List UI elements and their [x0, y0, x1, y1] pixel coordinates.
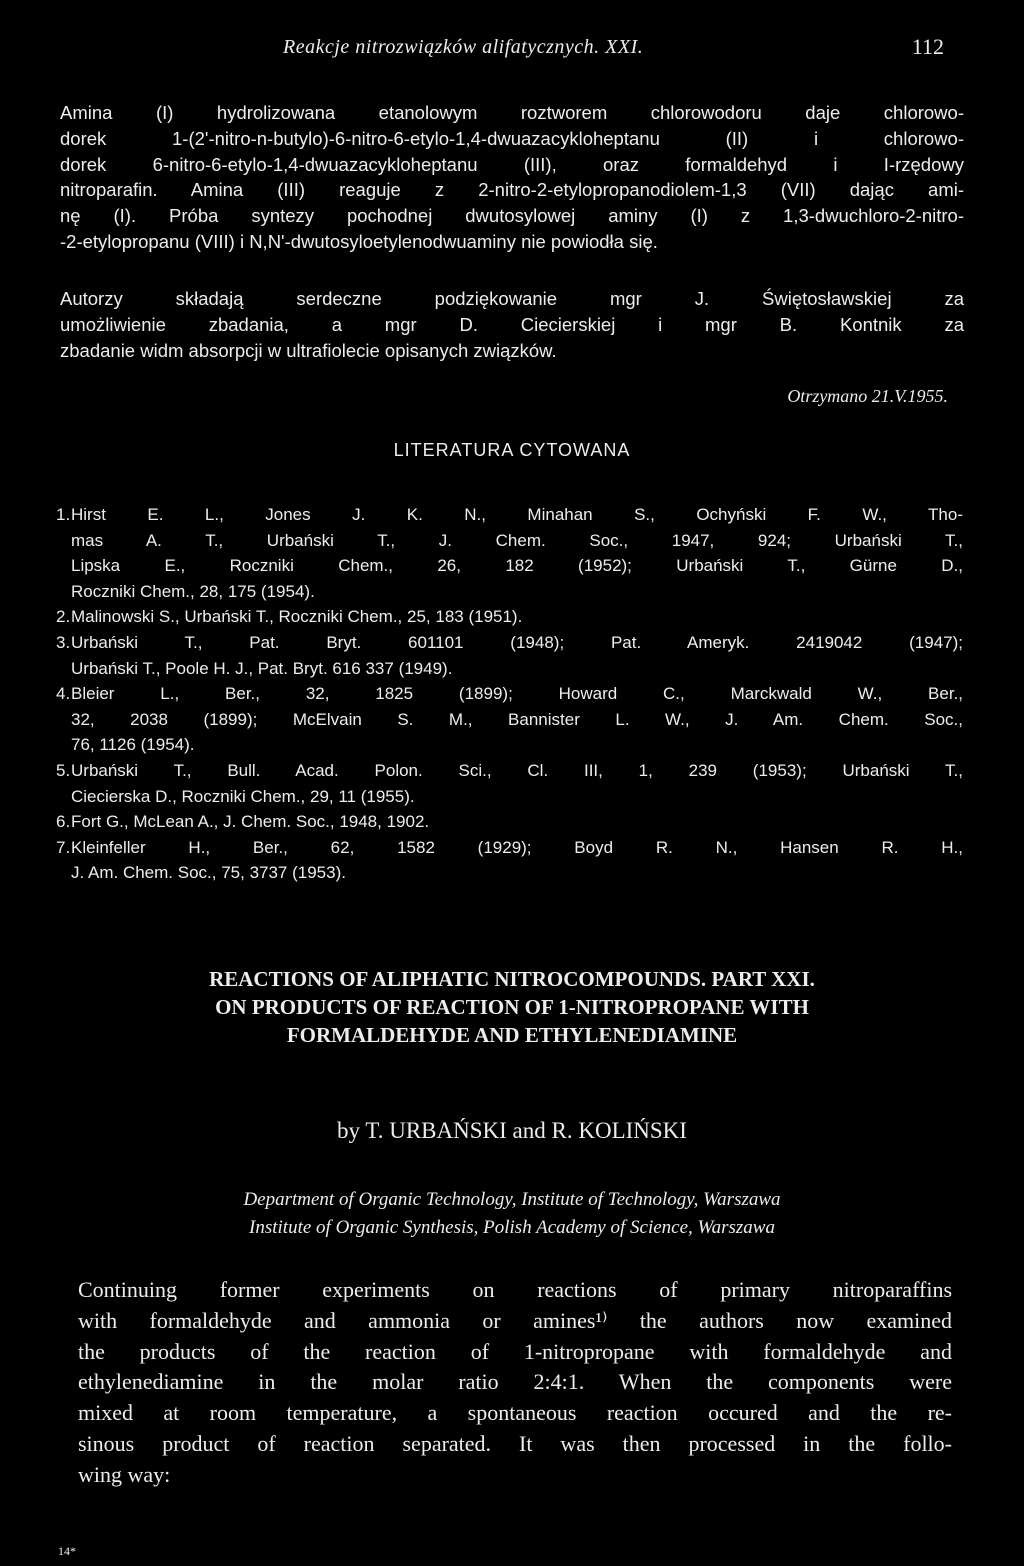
- reference-item: [56, 604, 966, 630]
- title-line: FORMALDEHYDE AND ETHYLENEDIAMINE: [286, 1023, 738, 1047]
- authors-line: by T. URBAŃSKI and R. KOLIŃSKI: [337, 1118, 687, 1143]
- reference-list: [56, 502, 966, 886]
- title-line: ON PRODUCTS OF REACTION OF 1-NITROPROPANE WITH: [215, 995, 809, 1019]
- reference-line: 32, 2038 (1899); McElvain S. M., Bannister L. W., J. Am. Chem. Soc.,: [71, 709, 963, 729]
- text-line: Autorzy składają serdeczne podziękowanie mgr J. Świętosławskiej za: [60, 288, 964, 309]
- reference-line: Fort G., McLean A., J. Chem. Soc., 1948, 1902.: [71, 812, 430, 832]
- reference-number: 4.: [56, 684, 71, 704]
- text-line: nę (I). Próba syntezy pochodnej dwutosylowej aminy (I) z 1,3-dwuchloro-2-nitro-: [60, 205, 964, 227]
- acknowledgement-paragraph: [60, 286, 964, 363]
- text-line: zbadanie widm absorpcji w ultrafiolecie opisanych związków.: [60, 339, 557, 361]
- text-line: umożliwienie zbadania, a mgr D. Ciecierskiej i mgr B. Kontnik za: [60, 313, 964, 335]
- text-line: dorek 6-nitro-6-etylo-1,4-dwuazacykloheptanu (III), oraz formaldehyd i I-rzędowy: [60, 153, 964, 175]
- reference-number: 2.: [56, 607, 71, 627]
- reference-line: Kleinfeller H., Ber., 62, 1582 (1929); Boyd R. N., Hansen R. H.,: [71, 837, 963, 857]
- reference-line: Urbański T., Poole H. J., Pat. Bryt. 616 337 (1949).: [71, 658, 453, 678]
- text-line: nitroparafin. Amina (III) reaguje z 2-nitro-2-etylopropanodiolem-1,3 (VII) dając ami-: [60, 179, 964, 201]
- reference-number: 1.: [56, 505, 71, 524]
- reference-line: Ciecierska D., Roczniki Chem., 29, 11 (1955).: [71, 786, 415, 806]
- reference-line: Hirst E. L., Jones J. K. N., Minahan S., Ochyński F. W., Tho-: [71, 505, 963, 524]
- reference-number: 6.: [56, 812, 71, 832]
- reference-item: [56, 809, 966, 835]
- reference-text: [71, 835, 963, 886]
- reference-text: [71, 604, 963, 630]
- literature-heading: LITERATURA CYTOWANA: [393, 440, 631, 460]
- affiliation-line: Institute of Organic Synthesis, Polish Academy of Science, Warszawa: [249, 1217, 775, 1238]
- page-number: 112: [911, 34, 944, 59]
- reference-number: 5.: [56, 760, 71, 780]
- english-title: [0, 965, 1024, 1049]
- reference-text: [71, 758, 963, 809]
- reference-line: Lipska E., Roczniki Chem., 26, 182 (1952); Urbański T., Gürne D.,: [71, 556, 963, 576]
- reference-line: 76, 1126 (1954).: [71, 735, 195, 755]
- affiliation: [0, 1186, 1024, 1242]
- reference-line: Urbański T., Bull. Acad. Polon. Sci., Cl. III, 1, 239 (1953); Urbański T.,: [71, 760, 963, 780]
- affiliation-line: Department of Organic Technology, Institute of Technology, Warszawa: [243, 1189, 781, 1210]
- reference-text: [71, 809, 963, 835]
- reference-text: [71, 681, 963, 758]
- reference-item: [56, 835, 966, 886]
- abstract-line: with formaldehyde and ammonia or amines¹⁾ the authors now examined: [78, 1307, 952, 1333]
- text-line: -2-etylopropanu (VIII) i N,N'-dwutosyloetylenodwuaminy nie powiodła się.: [60, 230, 658, 252]
- reference-text: [71, 502, 963, 604]
- abstract-line: sinous product of reaction separated. It was then processed in the follo-: [78, 1430, 952, 1456]
- reference-line: Urbański T., Pat. Bryt. 601101 (1948); Pat. Ameryk. 2419042 (1947);: [71, 632, 963, 652]
- signature-mark: 14*: [58, 1544, 76, 1558]
- abstract-text: [78, 1275, 952, 1491]
- abstract-line: mixed at room temperature, a spontaneous reaction occured and the re-: [78, 1400, 952, 1426]
- reference-item: [56, 681, 966, 758]
- reference-item: [56, 502, 966, 604]
- abstract-line: ethylenediamine in the molar ratio 2:4:1. When the components were: [78, 1369, 952, 1395]
- reference-text: [71, 630, 963, 681]
- received-date: Otrzymano 21.V.1955.: [787, 386, 948, 406]
- abstract-line: the products of the reaction of 1-nitropropane with formaldehyde and: [78, 1338, 952, 1364]
- title-line: REACTIONS OF ALIPHATIC NITROCOMPOUNDS. PART XXI.: [209, 967, 815, 991]
- conclusion-paragraph: [60, 100, 964, 255]
- reference-item: [56, 630, 966, 681]
- reference-line: Roczniki Chem., 28, 175 (1954).: [71, 581, 315, 601]
- text-line: Amina (I) hydrolizowana etanolowym roztworem chlorowodoru daje chlorowo-: [60, 102, 964, 123]
- abstract-line: wing way:: [78, 1461, 171, 1487]
- reference-line: J. Am. Chem. Soc., 75, 3737 (1953).: [71, 863, 346, 883]
- reference-number: 7.: [56, 837, 71, 857]
- running-header: Reakcje nitrozwiązków alifatycznych. XXI.: [283, 36, 644, 58]
- reference-item: [56, 758, 966, 809]
- reference-line: Malinowski S., Urbański T., Roczniki Chem., 25, 183 (1951).: [71, 607, 523, 627]
- abstract-line: Continuing former experiments on reactions of primary nitroparaffins: [78, 1277, 952, 1302]
- reference-number: 3.: [56, 632, 71, 652]
- text-line: dorek 1-(2'-nitro-n-butylo)-6-nitro-6-etylo-1,4-dwuazacykloheptanu (II) i chlorowo-: [60, 127, 964, 149]
- reference-line: Bleier L., Ber., 32, 1825 (1899); Howard C., Marckwald W., Ber.,: [71, 684, 963, 704]
- reference-line: mas A. T., Urbański T., J. Chem. Soc., 1947, 924; Urbański T.,: [71, 530, 963, 550]
